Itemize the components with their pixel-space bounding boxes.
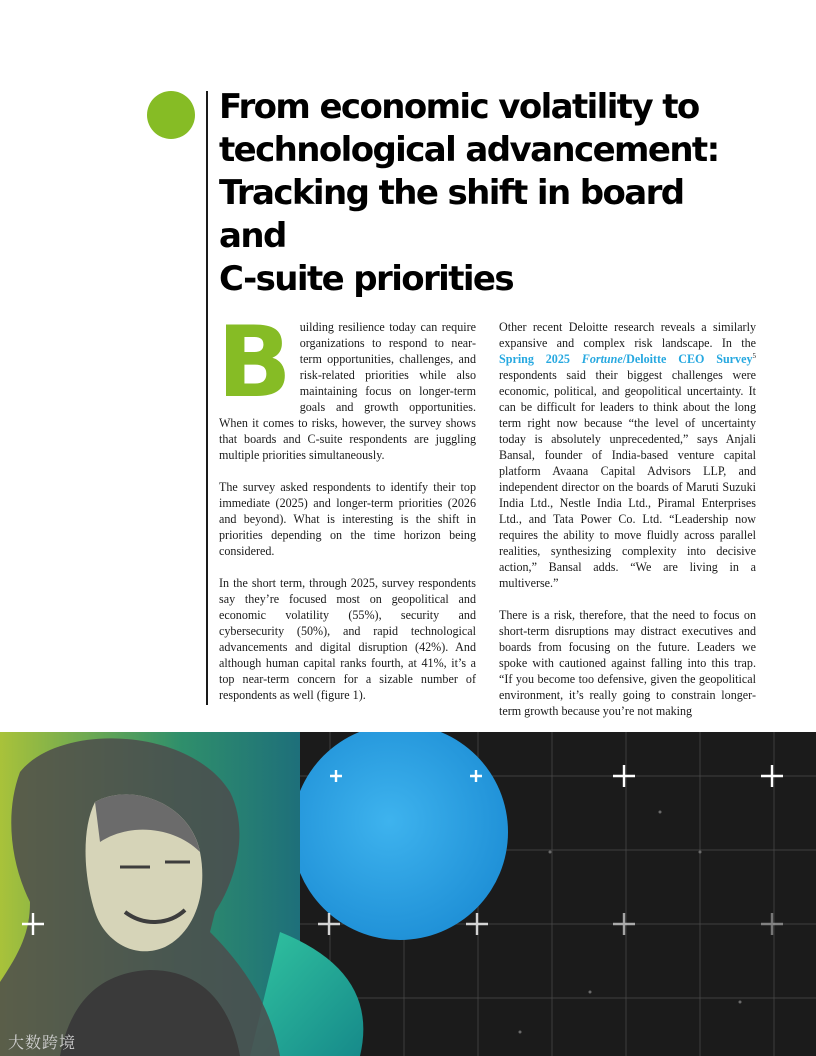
hero-illustration [0,732,816,1056]
footnote-marker: 5 [752,351,756,360]
hero-image [0,732,816,1056]
text-span: respondents said their biggest challenges were economic, political, and geopolitical uncertainty. It can be difficult for leaders to think about the long term right now because “the level of uncertainty today is absolutely unprecedented,” says Anjali Bansal, founder of India-based venture capital platform Avaana Capital Advisors LLP, and independent director on the boards of Maruti Suzuki India Ltd., Nestle India Ltd., Piramal Enterprises Ltd., and Tata Power Co. Ltd. “Leadership now requires the ability to move fluidly across parallel realities, synthesizing complexity into decisive action,” Bansal adds. “We are living in a multiverse.” [499,368,756,590]
text-span: Other recent Deloitte research reveals a similarly expansive and complex risk landscape. In the [499,320,756,350]
title-line: C-suite priorities [219,259,514,299]
vertical-rule [206,91,208,705]
right-column [499,319,756,735]
paragraph-deloitte-research [499,319,756,591]
link-text-italic: Fortune [581,352,623,366]
paragraph-risk: There is a risk, therefore, that the need to focus on short-term disruptions may distract executives and boards from focusing on the future. Leaders we spoke with cautioned against falling into this trap. “If you become too defensive, given the geopolitical environment, it’s really going to constrain longer-term growth because you’re not making [499,608,756,718]
title-line: technological advancement: [219,130,719,170]
paragraph-survey: The survey asked respondents to identify their top immediate (2025) and longer-term priorities (2026 and beyond). What is interesting is the shift in priorities depending on the time horizon being considered. [219,480,476,558]
paragraph-short-term: In the short term, through 2025, survey respondents say they’re focused most on geopolitical and economic volatility (55%), security and cybersecurity (50%), and rapid technological advancements and digital disruption (42%). And although human capital ranks fourth, at 41%, it’s a top near-term concern for a sizable number of respondents as well (figure 1). [219,576,476,702]
watermark-text: 大数跨境 [8,1033,77,1052]
left-column [217,306,476,719]
drop-cap: B [217,306,292,420]
watermark-logo [8,1030,76,1053]
article-title [219,86,739,301]
title-line: From economic volatility to [219,87,699,127]
blue-circle [292,732,508,940]
green-accent-dot [147,91,195,139]
paragraph-intro-text: uilding resilience today can require organizations to respond to near-term opportunities, challenges, and risk-related priorities while also maintaining focus on longer-term goals and growth opportunities. When it comes to risks, however, the survey shows that boards and C-suite respondents are juggling multiple priorities simultaneously. [219,320,476,462]
title-line: Tracking the shift in board and [219,173,684,256]
link-text: Spring 2025 [499,352,582,366]
ceo-survey-link[interactable] [499,352,753,366]
paragraph-intro [217,306,476,463]
link-text: /Deloitte CEO Survey [622,352,753,366]
